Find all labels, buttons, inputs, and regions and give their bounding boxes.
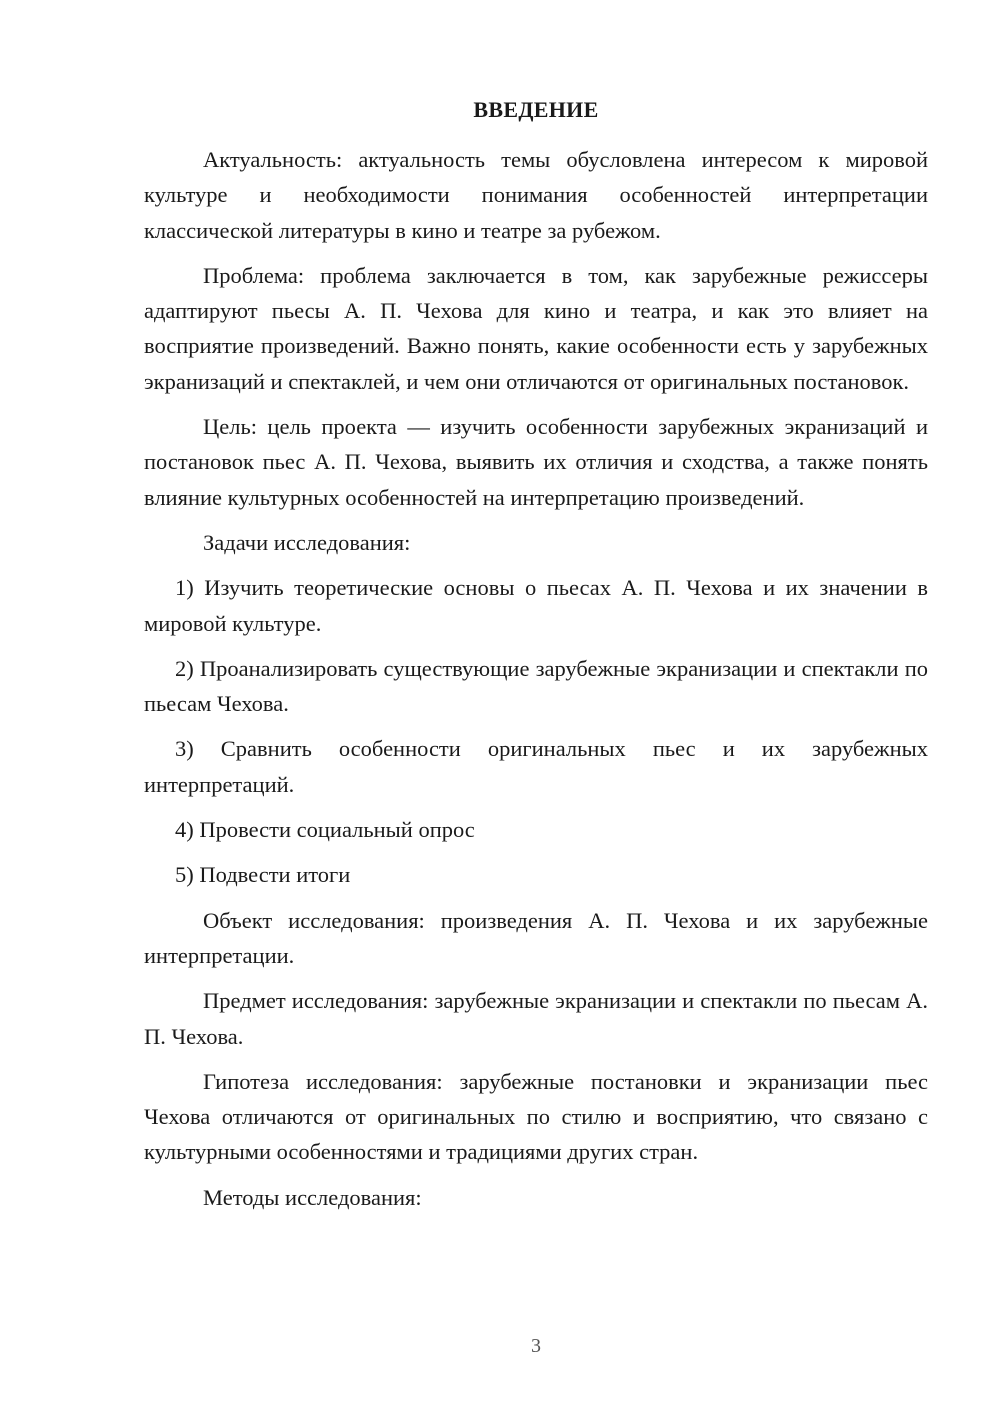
paragraph-goal: Цель: цель проекта — изучить особенности зарубежных экранизаций и постановок пьес А. П. Чехова, выявить их отличия и сходства, а также понять влияние культурных особенностей на интерпретацию произведений. [144,414,928,510]
paragraph-hypothesis: Гипотеза исследования: зарубежные постановки и экранизации пьес Чехова отличаются от оригинальных по стилю и восприятию, что связано с культурными особенностями и традициями других стран. [144,1068,928,1165]
paragraph-problem: Проблема: проблема заключается в том, как зарубежные режиссеры адаптируют пьесы А. П. Чехова для кино и театра, и как это влияет на восприятие произведений. Важно понять, какие особенности есть у зарубежных экранизаций и спектаклей, и чем они отличаются от оригинальных постановок. [144,262,928,394]
section-title: ВВЕДЕНИЕ [473,97,599,122]
paragraph-subject: Предмет исследования: зарубежные экранизации и спектакли по пьесам А. П. Чехова. [144,988,928,1049]
paragraph-tasks-heading: Задачи исследования: [203,529,411,555]
paragraph-relevance: Актуальность: актуальность темы обусловлена интересом к мировой культуре и необходимости понимания особенностей интерпретации классической литературы в кино и театре за рубежом. [144,147,928,243]
task-item-3: 3) Сравнить особенности оригинальных пьес и их зарубежных интерпретаций. [144,736,928,797]
task-item-1: 1) Изучить теоретические основы о пьесах А. П. Чехова и их значении в мировой культуре. [144,575,928,636]
body-text [144,142,928,1215]
task-item-5: 5) Подвести итоги [175,862,351,888]
task-item-2: 2) Проанализировать существующие зарубежные экранизации и спектакли по пьесам Чехова. [144,655,928,717]
task-item-4: 4) Провести социальный опрос [175,817,475,843]
paragraph-object: Объект исследования: произведения А. П. Чехова и их зарубежные интерпретации. [144,907,928,968]
paragraph-methods: Методы исследования: [203,1184,422,1210]
page-number: 3 [531,1335,541,1357]
